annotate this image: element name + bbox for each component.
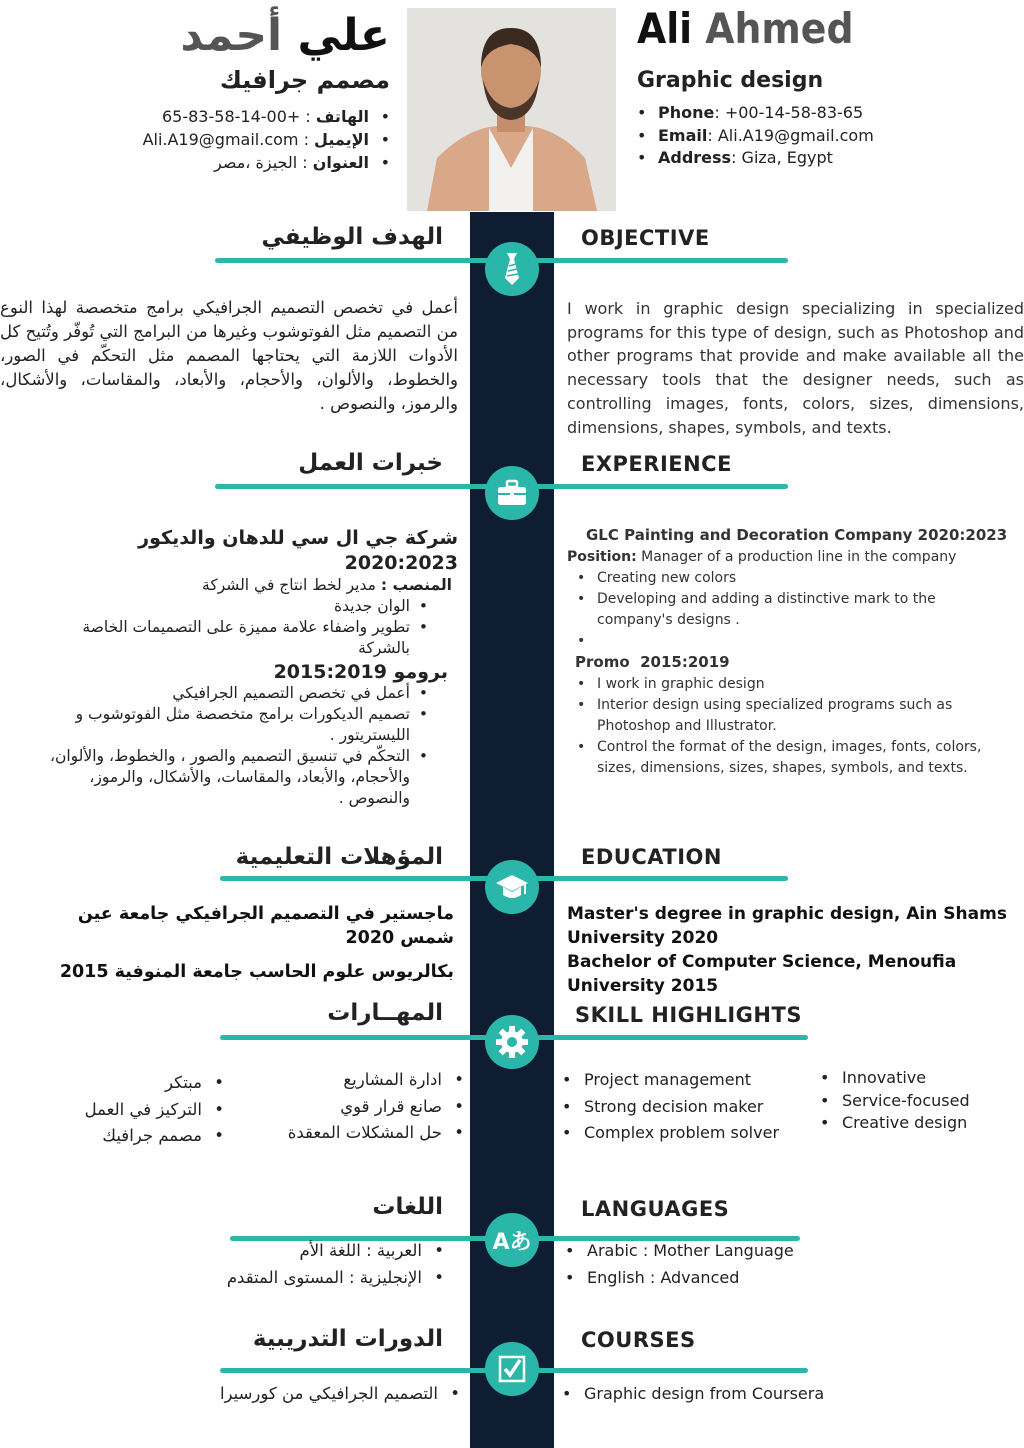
ar-contact-phone: • الهاتف : +00-14-58-83-65 xyxy=(120,105,390,128)
ar-experience-heading: خبرات العمل xyxy=(298,450,443,476)
ar-job1-position: المنصب : مدير لخط انتاج في الشركة xyxy=(202,576,452,594)
ar-education-list xyxy=(30,902,454,984)
ar-job2-list xyxy=(40,683,440,809)
ar-education-item: ماجستير في التصميم الجرافيكي جامعة عين شمس 2020 xyxy=(77,904,454,948)
skill-item: • Innovative xyxy=(820,1067,970,1090)
ar-contact-address: • العنوان : الجيزة ،مصر xyxy=(120,151,390,174)
checkbox-icon xyxy=(485,1342,539,1396)
en-education-item: Bachelor of Computer Science, Menoufia University 2015 xyxy=(567,952,957,996)
skill-item: • مصمم جرافيك xyxy=(40,1123,224,1150)
skill-item: • Complex problem solver xyxy=(562,1120,779,1147)
ar-skills-col1 xyxy=(240,1067,464,1147)
en-skills-col1 xyxy=(562,1067,779,1147)
ar-education-heading: المؤهلات التعليمية xyxy=(235,844,443,870)
en-languages-list xyxy=(565,1238,794,1291)
briefcase-icon xyxy=(485,466,539,520)
en-job1-item: • Developing and adding a distinctive mark to the company's designs . xyxy=(567,589,957,631)
ar-objective-heading: الهدف الوظيفي xyxy=(261,224,443,250)
ar-job1-item: • الوان جديدة xyxy=(40,596,440,617)
language-item: • الإنجليزية : المستوى المتقدم xyxy=(180,1265,444,1292)
en-job1-list xyxy=(567,568,957,631)
en-education-heading: EDUCATION xyxy=(581,845,722,869)
en-contact-phone: • Phone: +00-14-58-83-65 xyxy=(637,102,874,125)
ar-job-title: مصمم جرافيك xyxy=(219,66,390,94)
en-job1-title: GLC Painting and Decoration Company 2020:2023 xyxy=(586,526,1008,544)
ar-skills-heading: المهــارات xyxy=(327,1000,443,1026)
en-skills-heading: SKILL HIGHLIGHTS xyxy=(575,1003,802,1027)
ar-contact-email: • الإيميل : Ali.A19@gmail.com xyxy=(120,128,390,151)
ar-skills-col2 xyxy=(40,1070,224,1150)
ar-job2-title: برومو 2015:2019 xyxy=(273,661,448,683)
ar-job1-title: شركة جي ال سي للدهان والديكور 2020:2023 xyxy=(138,527,458,574)
en-education-list xyxy=(567,902,1024,998)
en-job1-position: Position: Manager of a production line in the company xyxy=(567,549,957,565)
en-objective-heading: OBJECTIVE xyxy=(581,226,710,250)
ar-contact-list xyxy=(120,105,390,174)
skill-item: • ادارة المشاريع xyxy=(240,1067,464,1094)
skill-item: • التركيز في العمل xyxy=(40,1097,224,1124)
ar-courses-list xyxy=(180,1381,460,1408)
ar-job2-item: • التحكّم في تنسيق التصميم والصور ، والخطوط، والألوان، والأحجام، والأبعاد، والمقاسات، والأشكال، والرموز، والنصوص . xyxy=(40,746,440,809)
course-item: • التصميم الجرافيكي من كورسيرا xyxy=(180,1381,460,1408)
skill-item: • مبتكر xyxy=(40,1070,224,1097)
ar-job2-item: • تصميم الديكورات برامج متخصصة مثل الفوتوشوب و الليستريتور . xyxy=(40,704,440,746)
en-objective-text: I work in graphic design specializing in specialized programs for this type of design, such as Photoshop and other programs that provide and make available all the necessary tools that the designer needs, such as controlling images, fonts, colors, sizes, dimensions, dimensions, shapes, symbols, and texts. xyxy=(567,299,1024,437)
tie-icon xyxy=(485,242,539,296)
language-item: • English : Advanced xyxy=(565,1265,794,1292)
en-contact-email: • Email: Ali.A19@gmail.com xyxy=(637,125,874,148)
en-courses-heading: COURSES xyxy=(581,1328,696,1352)
en-contact-address: • Address: Giza, Egypt xyxy=(637,147,874,170)
ar-name: علي أحمد xyxy=(180,10,390,61)
en-job2-item: • Control the format of the design, images, fonts, colors, sizes, dimensions, sizes, shapes, symbols, and texts. xyxy=(567,737,987,779)
en-job2-list xyxy=(567,674,987,779)
skill-item: • Creative design xyxy=(820,1112,970,1135)
translate-icon: Aあ xyxy=(485,1213,539,1267)
skill-item: • Project management xyxy=(562,1067,779,1094)
graduation-cap-icon xyxy=(485,860,539,914)
ar-courses-heading: الدورات التدريبية xyxy=(252,1326,443,1352)
gear-icon xyxy=(485,1015,539,1069)
en-education-item: Master's degree in graphic design, Ain Shams University 2020 xyxy=(567,904,1007,948)
en-job2-item: • I work in graphic design xyxy=(567,674,987,695)
ar-languages-list xyxy=(180,1238,444,1291)
skill-item: • Service-focused xyxy=(820,1090,970,1113)
skill-item: • Strong decision maker xyxy=(562,1094,779,1121)
en-job-title: Graphic design xyxy=(637,68,824,93)
en-contact-list xyxy=(637,102,874,170)
profile-photo xyxy=(407,8,616,211)
language-item: • العربية : اللغة الأم xyxy=(180,1238,444,1265)
en-job2-item: • Interior design using specialized programs such as Photoshop and Illustrator. xyxy=(567,695,987,737)
en-job1-item: • Creating new colors xyxy=(567,568,957,589)
en-job2-title: Promo 2015:2019 xyxy=(575,653,730,671)
en-experience-heading: EXPERIENCE xyxy=(581,452,732,476)
ar-education-item: بكالريوس علوم الحاسب جامعة المنوفية 2015 xyxy=(59,962,454,982)
en-name: Ali Ahmed xyxy=(637,4,854,53)
en-skills-col2 xyxy=(820,1067,970,1135)
ar-objective-text: أعمل في تخصص التصميم الجرافيكي برامج متخصصة لهذا النوع من التصميم مثل الفوتوشوب وغيرها من البرامج التي تُوفّر وتُتيح كل الأدوات اللازمة التي يحتاجها المصمم مثل التحكّم في الصور، والخطوط، والألوان، والأحجام، والأبعاد، والمقاسات، والأشكال، والرموز، والنصوص . xyxy=(0,298,458,413)
skill-item: • صانع قرار قوي xyxy=(240,1094,464,1121)
en-courses-list xyxy=(562,1381,824,1408)
ar-job1-item: • تطوير واضفاء علامة مميزة على التصميمات الخاصة بالشركة xyxy=(40,617,440,659)
en-languages-heading: LANGUAGES xyxy=(581,1197,730,1221)
ar-languages-heading: اللغات xyxy=(372,1194,443,1220)
ar-job1-list xyxy=(40,596,440,659)
language-item: • Arabic : Mother Language xyxy=(565,1238,794,1265)
ar-job2-item: • أعمل في تخصص التصميم الجرافيكي xyxy=(40,683,440,704)
course-item: • Graphic design from Coursera xyxy=(562,1381,824,1408)
skill-item: • حل المشكلات المعقدة xyxy=(240,1120,464,1147)
